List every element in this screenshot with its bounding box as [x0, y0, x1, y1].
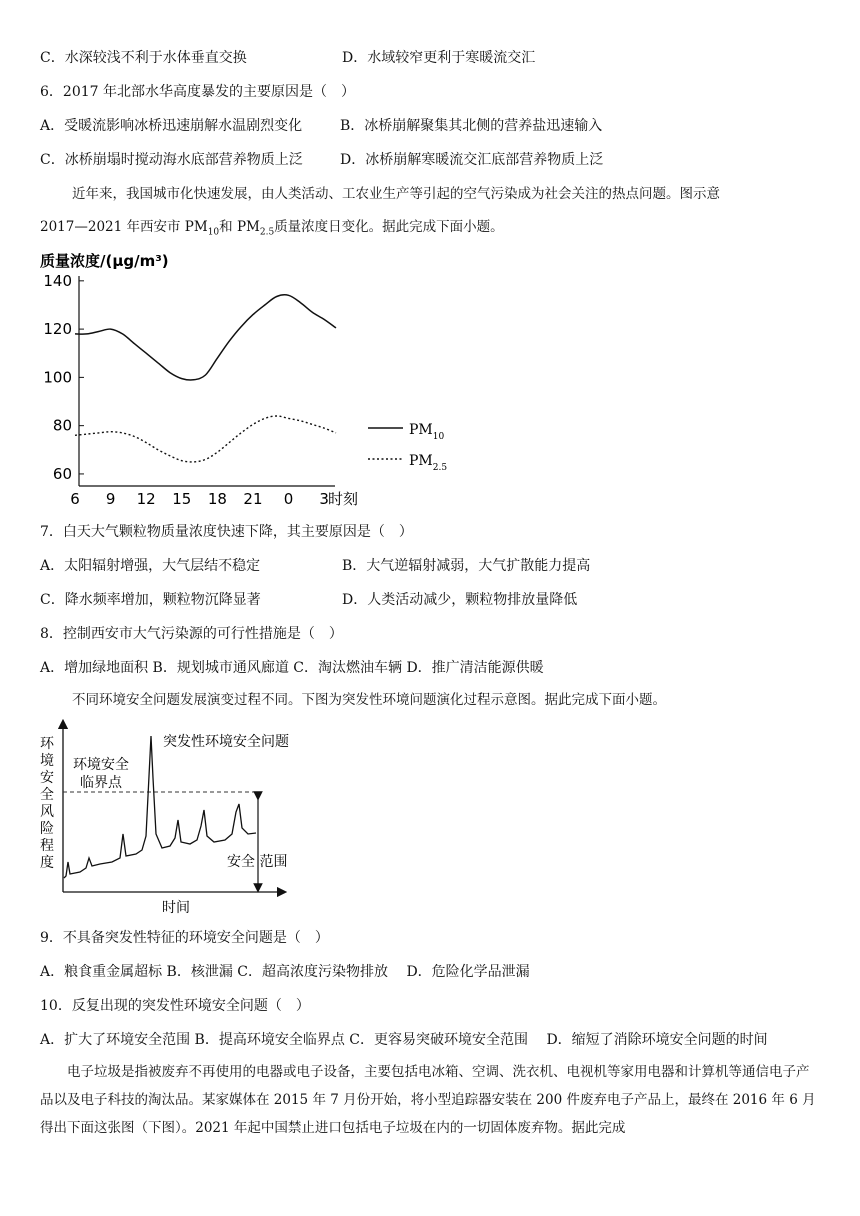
y-tick-group: [43, 272, 84, 483]
y-tick-label: 120: [43, 320, 72, 339]
q10-stem: 10．反复出现的突发性环境安全问题（ ）: [40, 998, 310, 1014]
x-axis-label: 时间: [162, 900, 190, 916]
q7-stem: 7．白天大气颗粒物质量浓度快速下降，其主要原因是（ ）: [40, 524, 413, 540]
q6-option-a: A．受暖流影响冰桥迅速崩解水温剧烈变化: [40, 118, 303, 134]
q8-options: A．增加绿地面积 B．规划城市通风廊道 C．淘汰燃油车辆 D．推广清洁能源供暖: [40, 660, 544, 676]
x-tick-group: [70, 490, 329, 508]
passage1-line1: 近年来，我国城市化快速发展，由人类活动、工农业生产等引起的空气污染成为社会关注的热点问题。图示意: [72, 186, 720, 202]
chart-ylabel: 质量浓度/(μg/m³): [40, 252, 169, 270]
y-tick-label: 80: [52, 416, 72, 435]
peak-label: 突发性环境安全问题: [163, 734, 289, 750]
x-tick-label: 21: [243, 490, 263, 508]
passage1-line2: 2017—2021 年西安市 $PM_{10}$和 $PM_{2.5}$质量浓度日变化。据此完成下面小题。: [40, 219, 504, 238]
y-tick-label: 140: [43, 271, 72, 290]
q7-option-d: D．人类活动减少，颗粒物排放量降低: [342, 592, 578, 608]
svg-text:安: 安: [40, 770, 54, 786]
q8-stem: 8．控制西安市大气污染源的可行性措施是（ ）: [40, 626, 343, 642]
q7-option-a: A．太阳辐射增强，大气层结不稳定: [40, 558, 261, 574]
svg-text:境: 境: [40, 753, 54, 769]
y-tick-label: 100: [43, 368, 72, 387]
x-tick-label: 15: [172, 490, 192, 508]
svg-text:程: 程: [40, 838, 54, 854]
threshold-label-2: 临界点: [80, 775, 122, 791]
passage3-text: 电子垃圾是指被废弃不再使用的电器或电子设备，主要包括电冰箱、空调、洗衣机、电视机等家用电器和计算机等通信电子产品以及电子科技的淘汰品。某家媒体在 2015 年 7 月份开始，将小型追踪器安装在 200 件废弃电子产品上，最终在 2016 年 6 月得出下面这张图（下图）。2021 年起中国禁止进口包括电子垃圾在内的一切固体废弃物。据此完成: [40, 1064, 816, 1136]
pm-chart: [0, 246, 460, 516]
y-axis-label-vertical: [40, 736, 55, 871]
passage2-text: 不同环境安全问题发展演变过程不同。下图为突发性环境问题演化过程示意图。据此完成下面小题。: [72, 692, 666, 708]
q6-stem: 6．2017 年北部水华高度暴发的主要原因是（ ）: [40, 84, 355, 100]
series-pm25-line: [75, 416, 336, 462]
q6-option-d: D．冰桥崩解寒暖流交汇底部营养物质上泛: [340, 152, 604, 168]
q10-options: A．扩大了环境安全范围 B．提高环境安全临界点 C．更容易突破环境安全范围 D．缩短了消除环境安全问题的时间: [40, 1032, 768, 1048]
q7-option-b: B．大气逆辐射减弱，大气扩散能力提高: [342, 558, 591, 574]
q5-option-d: D．水域较窄更利于寒暖流交汇: [342, 50, 536, 66]
range-label: 安全 范围: [227, 854, 288, 870]
chart-xlabel: 时刻: [328, 490, 359, 508]
x-tick-label: 3: [319, 490, 329, 508]
y-tick-label: 60: [52, 464, 72, 483]
q5-option-c: C．水深较浅不利于水体垂直交换: [40, 50, 247, 66]
svg-text:险: 险: [40, 821, 54, 837]
x-tick-label: 6: [70, 490, 80, 508]
q6-option-b: B．冰桥崩解聚集其北侧的营养盐迅速输入: [340, 118, 603, 134]
x-tick-label: 12: [136, 490, 156, 508]
x-tick-label: 9: [105, 490, 116, 508]
x-tick-label: 0: [283, 490, 294, 508]
threshold-label-1: 环境安全: [73, 757, 129, 773]
svg-text:全: 全: [40, 787, 54, 803]
series-pm10-line: [75, 295, 336, 380]
environment-risk-diagram: [0, 716, 320, 916]
svg-text:度: 度: [40, 855, 54, 871]
q9-options: A．粮食重金属超标 B．核泄漏 C．超高浓度污染物排放 D．危险化学品泄漏: [40, 964, 530, 980]
svg-text:环: 环: [40, 736, 54, 752]
q6-option-c: C．冰桥崩塌时搅动海水底部营养物质上泛: [40, 152, 303, 168]
legend-pm25-label: $PM_{2.5}$: [409, 453, 448, 473]
q9-stem: 9．不具备突发性特征的环境安全问题是（ ）: [40, 930, 329, 946]
q7-option-c: C．降水频率增加，颗粒物沉降显著: [40, 592, 261, 608]
svg-text:风: 风: [40, 804, 54, 820]
legend-pm10-label: $PM_{10}$: [409, 422, 445, 442]
x-tick-label: 18: [207, 490, 227, 508]
